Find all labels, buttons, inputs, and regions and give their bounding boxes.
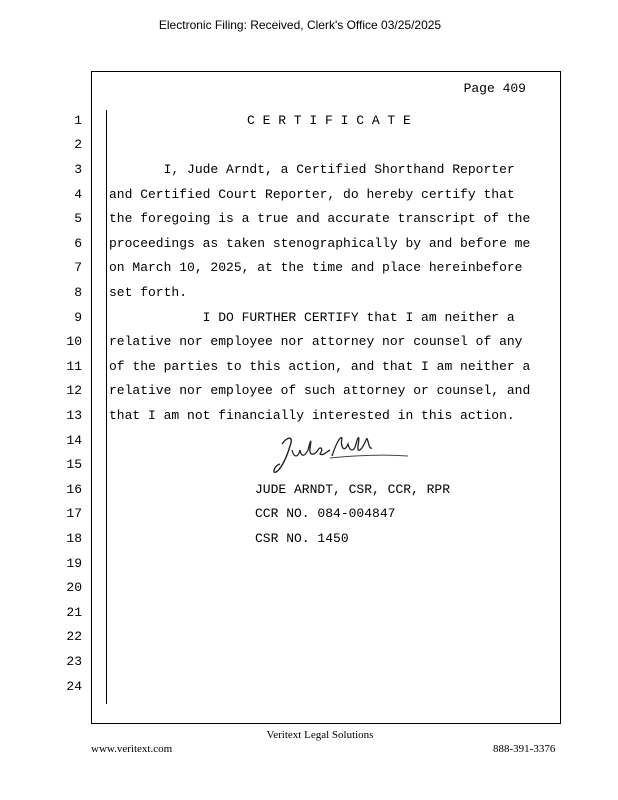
ccr-number: CCR NO. 084-004847 [255,506,396,521]
line-number: 18 [66,531,82,546]
line-number: 15 [66,457,82,472]
page-number: Page 409 [463,81,526,96]
line-number: 2 [74,137,82,152]
transcript-line: relative nor employee of such attorney or counsel, and [109,383,531,398]
footer-phone: 888-391-3376 [493,743,556,755]
transcript-line: that I am not financially interested in this action. [109,408,515,423]
transcript-line: relative nor employee nor attorney nor counsel of any [109,334,523,349]
line-number: 11 [66,359,82,374]
line-number: 13 [66,408,82,423]
line-number: 23 [66,654,82,669]
line-number: 16 [66,482,82,497]
line-number: 4 [74,187,82,202]
line-number: 12 [66,383,82,398]
line-number: 14 [66,433,82,448]
line-number: 20 [66,580,82,595]
line-number: 3 [74,162,82,177]
footer-company: Veritext Legal Solutions [266,729,374,741]
line-number: 24 [66,679,82,694]
footer-website: www.veritext.com [91,743,173,755]
reporter-signature [270,430,410,476]
transcript-line: the foregoing is a true and accurate transcript of the [109,211,531,226]
transcript-line: I DO FURTHER CERTIFY that I am neither a [109,310,515,325]
line-number: 5 [74,211,82,226]
transcript-line: set forth. [109,285,188,300]
line-number: 8 [74,285,82,300]
line-number: 22 [66,629,82,644]
line-number: 9 [74,310,82,325]
transcript-line: of the parties to this action, and that I am neither a [109,359,531,374]
line-number: 17 [66,506,82,521]
transcript-line: proceedings as taken stenographically by and before me [109,236,531,251]
line-number: 6 [74,236,82,251]
line-number: 7 [74,260,82,275]
transcript-line: on March 10, 2025, at the time and place hereinbefore [109,260,523,275]
line-number: 1 [74,113,82,128]
electronic-filing-stamp: Electronic Filing: Received, Clerk's Office 03/25/2025 [158,18,442,32]
transcript-line: and Certified Court Reporter, do hereby certify that [109,187,515,202]
certificate-title: C E R T I F I C A T E [247,113,411,128]
reporter-name: JUDE ARNDT, CSR, CCR, RPR [255,482,451,497]
line-number-divider [106,110,107,704]
transcript-line: I, Jude Arndt, a Certified Shorthand Reporter [109,162,515,177]
csr-number: CSR NO. 1450 [255,531,349,546]
line-number: 10 [66,334,82,349]
line-number: 21 [66,605,82,620]
line-number: 19 [66,556,82,571]
